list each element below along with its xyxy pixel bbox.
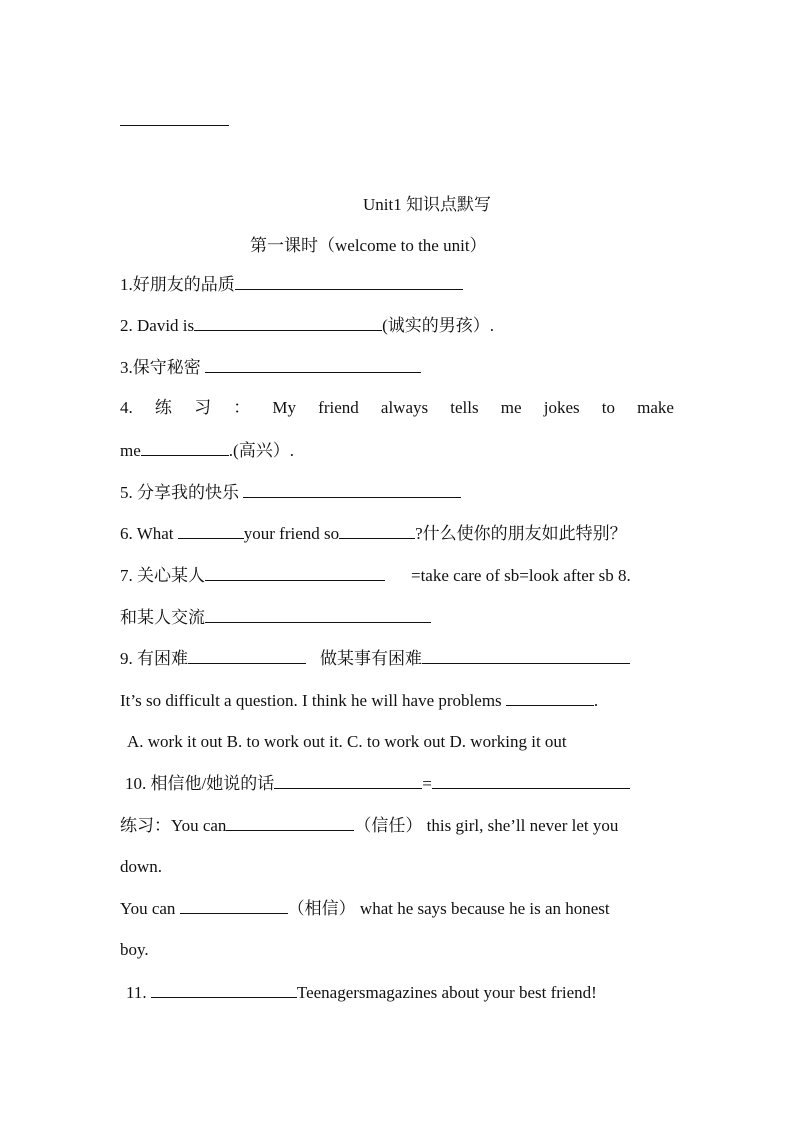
item-2-suffix: (诚实的男孩）. bbox=[382, 316, 495, 335]
item-1-text: 1.好朋友的品质 bbox=[120, 275, 235, 294]
item-8 bbox=[120, 606, 674, 629]
answer-blank[interactable] bbox=[226, 814, 354, 831]
item-10-exercise-2-cont: boy. bbox=[120, 940, 149, 959]
answer-blank[interactable] bbox=[432, 772, 630, 789]
word: to bbox=[601, 398, 615, 417]
lesson-subtitle: 第一课时（welcome to the unit） bbox=[250, 236, 487, 255]
item-2 bbox=[120, 314, 674, 337]
item-6-mid: your friend so bbox=[243, 524, 340, 543]
answer-blank[interactable] bbox=[205, 356, 421, 373]
item-9-options: A. work it out B. to work out it. C. to work out D. working it out bbox=[127, 732, 567, 751]
answer-blank[interactable] bbox=[151, 981, 297, 998]
answer-blank[interactable] bbox=[141, 439, 229, 456]
item-10 bbox=[125, 772, 679, 795]
answer-blank[interactable] bbox=[188, 647, 306, 664]
item-8-text: 和某人交流 bbox=[120, 608, 205, 627]
item-10-equals: = bbox=[422, 774, 432, 793]
item-6-suffix: ?什么使你的朋友如此特别？ bbox=[415, 524, 627, 543]
item-7-suffix: =take care of sb=look after sb 8. bbox=[411, 566, 631, 585]
answer-blank[interactable] bbox=[180, 897, 288, 914]
word: always bbox=[380, 398, 429, 417]
word: ： bbox=[233, 398, 251, 417]
answer-blank[interactable] bbox=[205, 606, 431, 623]
item-9-sentence bbox=[120, 689, 674, 712]
answer-blank[interactable] bbox=[274, 772, 422, 789]
item-10-ex2-suffix: （相信） what he says because he is an honest bbox=[287, 899, 610, 918]
item-4-continued bbox=[120, 439, 674, 462]
item-3-text: 3.保守秘密 bbox=[120, 358, 201, 377]
item-7-prefix: 7. 关心某人 bbox=[120, 566, 205, 585]
answer-blank[interactable] bbox=[506, 689, 594, 706]
word: jokes bbox=[543, 398, 580, 417]
word: tells bbox=[450, 398, 479, 417]
item-10-exercise-1-cont: down. bbox=[120, 857, 163, 876]
item-4-cont-suffix: .(高兴）. bbox=[228, 441, 294, 460]
answer-blank[interactable] bbox=[205, 564, 385, 581]
item-10-prefix: 10. 相信他/她说的话 bbox=[125, 774, 275, 793]
word: 习 bbox=[194, 398, 212, 417]
item-1 bbox=[120, 273, 674, 296]
item-10-ex1-suffix: （信任） this girl, she’ll never let you bbox=[354, 816, 619, 835]
item-10-exercise-1 bbox=[120, 814, 674, 837]
item-6 bbox=[120, 522, 674, 545]
answer-blank[interactable] bbox=[235, 273, 463, 290]
item-11-suffix: Teenagersmagazines about your best friend! bbox=[296, 983, 597, 1002]
item-6-prefix: 6. What bbox=[120, 524, 174, 543]
item-9-mid: 做某事有困难 bbox=[320, 649, 422, 668]
word: My bbox=[272, 398, 296, 417]
item-11 bbox=[126, 981, 680, 1004]
answer-blank[interactable] bbox=[243, 481, 461, 498]
answer-blank[interactable] bbox=[339, 522, 415, 539]
item-9-prefix: 9. 有困难 bbox=[120, 649, 188, 668]
item-9 bbox=[120, 647, 674, 670]
item-7 bbox=[120, 564, 674, 587]
header-rule bbox=[120, 125, 229, 126]
item-4 bbox=[120, 397, 674, 419]
item-10-exercise-2 bbox=[120, 897, 674, 920]
item-10-ex2-prefix: You can bbox=[120, 899, 176, 918]
word: friend bbox=[318, 398, 359, 417]
item-9-sentence-prefix: It’s so difficult a question. I think he will have problems bbox=[120, 691, 502, 710]
item-5 bbox=[120, 481, 674, 504]
item-4-cont-prefix: me bbox=[120, 441, 141, 460]
word: make bbox=[637, 398, 674, 417]
word: 4. bbox=[120, 398, 133, 417]
item-2-prefix: 2. David is bbox=[120, 316, 195, 335]
word: 练 bbox=[154, 398, 172, 417]
answer-blank[interactable] bbox=[422, 647, 630, 664]
item-9-sentence-suffix: . bbox=[593, 691, 599, 710]
item-3 bbox=[120, 356, 674, 379]
word: me bbox=[500, 398, 522, 417]
item-10-ex1-prefix: 练习：You can bbox=[120, 816, 227, 835]
item-5-text: 5. 分享我的快乐 bbox=[120, 483, 239, 502]
page-title: Unit1 知识点默写 bbox=[363, 195, 491, 214]
item-11-prefix: 11. bbox=[126, 983, 147, 1002]
answer-blank[interactable] bbox=[178, 522, 244, 539]
answer-blank[interactable] bbox=[194, 314, 382, 331]
